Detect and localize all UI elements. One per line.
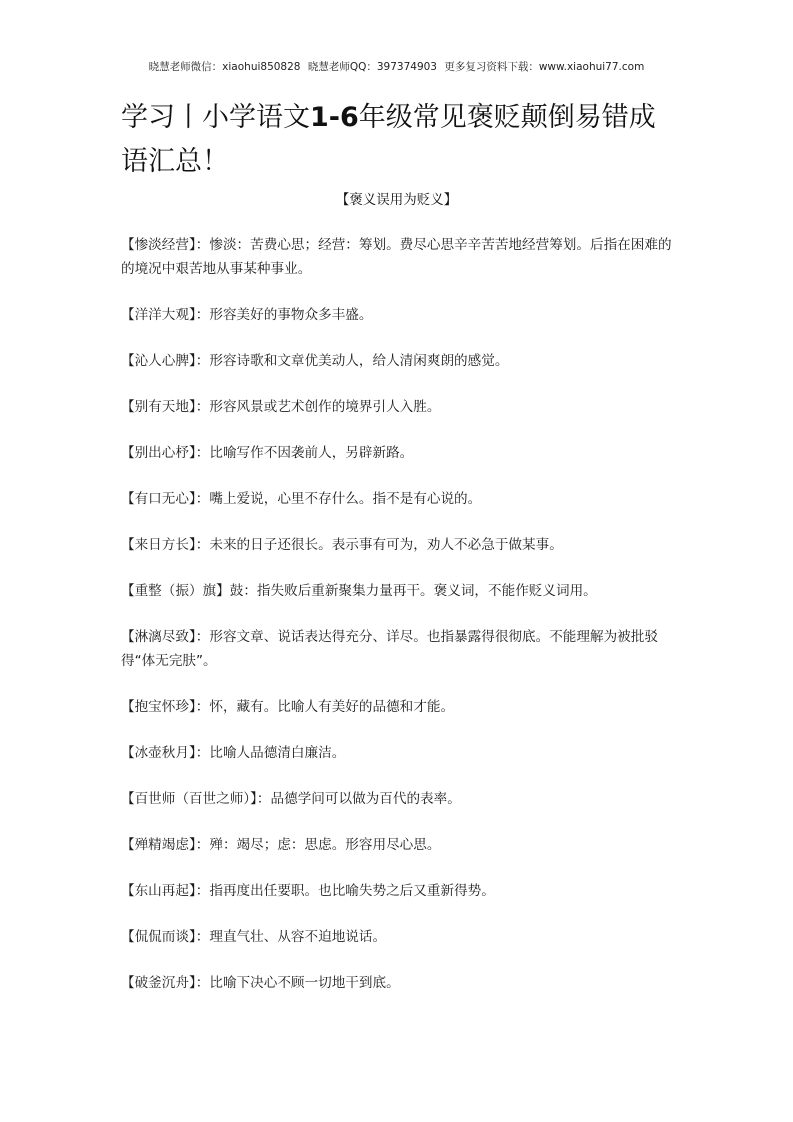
idiom-entry: 【破釜沉舟】：比喻下决心不顾一切地干到底。 <box>121 975 400 991</box>
idiom-entry: 【来日方长】：未来的日子还很长。表示事有可为，劝人不必急于做某事。 <box>121 537 563 553</box>
idiom-list <box>121 233 679 1017</box>
idiom-entry: 【有口无心】：嘴上爱说，心里不存什么。指不是有心说的。 <box>121 491 482 507</box>
idiom-entry: 【淋漓尽致】：形容文章、说话表达得充分、详尽。也指暴露得很彻底。不能理解为被批驳得“体无完肤”。 <box>121 629 658 669</box>
idiom-entry: 【殚精竭虑】：殚：竭尽；虑：思虑。形容用尽心思。 <box>121 837 441 853</box>
title-part2: 年级常见褒贬颠倒易错成语汇总！ <box>121 102 656 177</box>
idiom-entry: 【洋洋大观】：形容美好的事物众多丰盛。 <box>121 307 373 323</box>
header-qq: 晓慧老师QQ：397374903 <box>307 61 437 73</box>
title-part1: 学习丨小学语文 <box>121 102 310 133</box>
idiom-entry: 【东山再起】：指再度出任要职。也比喻失势之后又重新得势。 <box>121 883 495 899</box>
idiom-entry: 【别出心杼】：比喻写作不因袭前人，另辟新路。 <box>121 445 414 461</box>
idiom-entry: 【抱宝怀珍】：怀，藏有。比喻人有美好的品德和才能。 <box>121 699 455 715</box>
idiom-entry: 【惨淡经营】：惨淡：苦费心思；经营：筹划。费尽心思辛辛苦苦地经营筹划。后指在困难的的境况中艰苦地从事某种事业。 <box>121 237 672 277</box>
idiom-entry: 【别有天地】：形容风景或艺术创作的境界引人入胜。 <box>121 399 441 415</box>
idiom-entry: 【百世师（百世之师）】：品德学问可以做为百代的表率。 <box>121 791 461 807</box>
idiom-entry: 【沁人心脾】：形容诗歌和文章优美动人，给人清闲爽朗的感觉。 <box>121 353 509 369</box>
title-grade: 1-6 <box>310 102 359 133</box>
idiom-entry: 【侃侃而谈】：理直气壮、从容不迫地说话。 <box>121 929 387 945</box>
idiom-entry: 【冰壶秋月】：比喻人品德清白廉洁。 <box>121 745 346 761</box>
idiom-entry: 【重整（振）旗】鼓：指失败后重新聚集力量再干。褒义词，不能作贬义词用。 <box>121 583 597 599</box>
page-header <box>0 59 793 74</box>
header-wechat: 晓慧老师微信：xiaohui850828 <box>148 61 301 73</box>
page-title <box>121 96 681 184</box>
header-download: 更多复习资料下载：www.xiaohui77.com <box>444 61 645 73</box>
section-heading: 【褒义误用为贬义】 <box>335 192 458 208</box>
